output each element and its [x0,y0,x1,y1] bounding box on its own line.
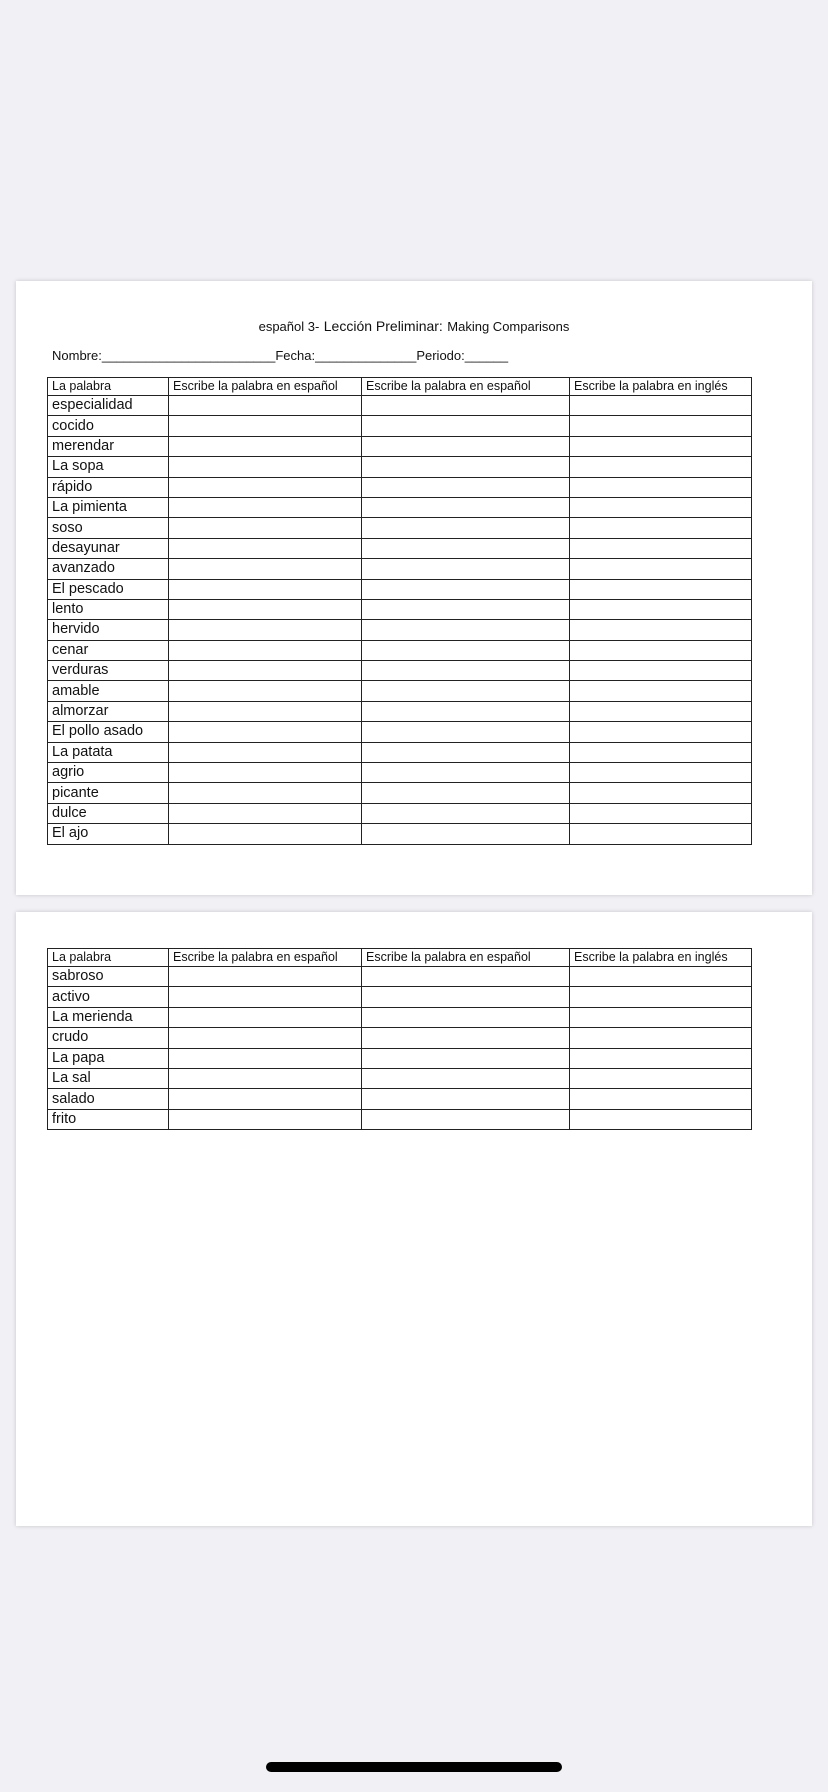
table-row [48,1007,752,1027]
table-row [48,701,752,721]
word-cell: El ajo [48,824,169,844]
header-spanish-2: Escribe la palabra en español [362,949,570,967]
blank-cell [169,763,362,783]
blank-cell [362,783,570,803]
blank-cell [362,599,570,619]
blank-cell [169,681,362,701]
blank-cell [362,1028,570,1048]
word-cell: merendar [48,436,169,456]
blank-cell [570,661,752,681]
header-spanish-2: Escribe la palabra en español [362,378,570,396]
blank-cell [169,396,362,416]
blank-cell [362,497,570,517]
blank-cell [570,681,752,701]
blank-cell [362,742,570,762]
blank-cell [570,1089,752,1109]
worksheet-page-2 [16,912,812,1526]
table-row [48,457,752,477]
blank-cell [570,599,752,619]
table-row [48,640,752,660]
blank-cell [169,477,362,497]
word-cell: especialidad [48,396,169,416]
header-word: La palabra [48,949,169,967]
word-cell: crudo [48,1028,169,1048]
header-word: La palabra [48,378,169,396]
word-cell: activo [48,987,169,1007]
blank-cell [570,518,752,538]
blank-cell [169,742,362,762]
blank-cell [169,538,362,558]
blank-cell [570,538,752,558]
blank-cell [362,477,570,497]
blank-cell [169,661,362,681]
word-cell: sabroso [48,967,169,987]
word-cell: frito [48,1109,169,1129]
table-row [48,824,752,844]
blank-cell [570,1068,752,1088]
word-cell: El pollo asado [48,722,169,742]
student-info-line: Nombre:________________________Fecha:______________Periodo:______ [52,348,509,363]
blank-cell [169,559,362,579]
blank-cell [169,579,362,599]
word-cell: desayunar [48,538,169,558]
blank-cell [169,1048,362,1068]
blank-cell [570,803,752,823]
word-cell: La patata [48,742,169,762]
table-row [48,661,752,681]
table-row [48,518,752,538]
word-cell: salado [48,1089,169,1109]
blank-cell [362,579,570,599]
blank-cell [362,620,570,640]
word-cell: dulce [48,803,169,823]
table-row [48,1068,752,1088]
table-row [48,722,752,742]
blank-cell [169,518,362,538]
blank-cell [362,967,570,987]
table-row [48,783,752,803]
blank-cell [570,1007,752,1027]
blank-cell [362,518,570,538]
word-cell: La sal [48,1068,169,1088]
word-cell: rápido [48,477,169,497]
blank-cell [570,457,752,477]
table-row [48,987,752,1007]
table-row [48,681,752,701]
table-row [48,1028,752,1048]
table-row [48,497,752,517]
blank-cell [570,1048,752,1068]
blank-cell [169,1109,362,1129]
blank-cell [570,701,752,721]
blank-cell [570,559,752,579]
word-cell: La papa [48,1048,169,1068]
table-row [48,1089,752,1109]
blank-cell [362,987,570,1007]
blank-cell [362,701,570,721]
blank-cell [169,783,362,803]
blank-cell [169,1089,362,1109]
table-row [48,763,752,783]
blank-cell [362,640,570,660]
blank-cell [570,722,752,742]
blank-cell [169,967,362,987]
vocab-table-2 [47,948,752,1130]
blank-cell [169,436,362,456]
blank-cell [570,987,752,1007]
blank-cell [570,967,752,987]
blank-cell [362,763,570,783]
blank-cell [362,396,570,416]
blank-cell [362,1007,570,1027]
blank-cell [169,803,362,823]
table-row [48,559,752,579]
title-topic: Making Comparisons [447,319,570,334]
word-cell: amable [48,681,169,701]
table-row [48,1109,752,1129]
blank-cell [570,497,752,517]
word-cell: La merienda [48,1007,169,1027]
blank-cell [362,1089,570,1109]
table-header-row [48,949,752,967]
blank-cell [362,538,570,558]
blank-cell [570,579,752,599]
blank-cell [362,436,570,456]
table-row [48,436,752,456]
blank-cell [169,416,362,436]
word-cell: El pescado [48,579,169,599]
blank-cell [169,1028,362,1048]
table-row [48,538,752,558]
blank-cell [362,661,570,681]
table-row [48,599,752,619]
header-spanish-1: Escribe la palabra en español [169,949,362,967]
word-cell: agrio [48,763,169,783]
blank-cell [362,457,570,477]
blank-cell [169,640,362,660]
blank-cell [570,824,752,844]
table-row [48,1048,752,1068]
word-cell: lento [48,599,169,619]
title-course: español 3- [258,319,320,334]
blank-cell [362,416,570,436]
table-row [48,579,752,599]
word-cell: hervido [48,620,169,640]
blank-cell [362,722,570,742]
table-row [48,803,752,823]
blank-cell [570,396,752,416]
word-cell: avanzado [48,559,169,579]
blank-cell [570,1028,752,1048]
blank-cell [169,620,362,640]
blank-cell [570,620,752,640]
blank-cell [570,477,752,497]
blank-cell [169,987,362,1007]
header-english: Escribe la palabra en inglés [570,378,752,396]
table-row [48,620,752,640]
blank-cell [169,701,362,721]
table-header-row [48,378,752,396]
word-cell: cocido [48,416,169,436]
home-indicator[interactable] [266,1762,562,1772]
blank-cell [169,457,362,477]
blank-cell [570,1109,752,1129]
blank-cell [362,1048,570,1068]
blank-cell [362,1068,570,1088]
vocab-table-1 [47,377,752,845]
title-lesson: Lección Preliminar: [323,318,443,334]
blank-cell [570,783,752,803]
table-row [48,477,752,497]
blank-cell [169,1068,362,1088]
blank-cell [570,640,752,660]
header-english: Escribe la palabra en inglés [570,949,752,967]
blank-cell [362,803,570,823]
table-row [48,742,752,762]
word-cell: picante [48,783,169,803]
blank-cell [169,824,362,844]
word-cell: almorzar [48,701,169,721]
blank-cell [362,1109,570,1129]
word-cell: soso [48,518,169,538]
blank-cell [570,416,752,436]
table-row [48,416,752,436]
blank-cell [362,681,570,701]
blank-cell [570,763,752,783]
worksheet-title [16,318,812,336]
table-row [48,967,752,987]
blank-cell [169,722,362,742]
blank-cell [169,1007,362,1027]
blank-cell [169,497,362,517]
blank-cell [169,599,362,619]
table-row [48,396,752,416]
header-spanish-1: Escribe la palabra en español [169,378,362,396]
word-cell: La pimienta [48,497,169,517]
word-cell: cenar [48,640,169,660]
blank-cell [570,436,752,456]
word-cell: La sopa [48,457,169,477]
blank-cell [362,824,570,844]
word-cell: verduras [48,661,169,681]
blank-cell [362,559,570,579]
blank-cell [570,742,752,762]
worksheet-page-1 [16,281,812,895]
